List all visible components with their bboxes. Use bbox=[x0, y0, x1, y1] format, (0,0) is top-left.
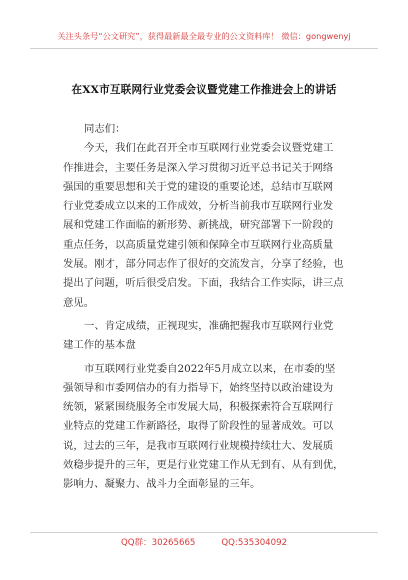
salutation: 同志们： bbox=[84, 123, 126, 135]
body-line: 统领，紧紧围绕服务全市发展大局，积极探索符合互联网行 bbox=[63, 401, 334, 414]
body-line: 效稳步提升的三年，更是行业党建工作从无到有、从有到优， bbox=[63, 459, 344, 472]
body-line: 今天，我们在此召开全市互联网行业党委会议暨党建工 bbox=[84, 142, 334, 155]
body-line: 影响力、凝聚力、战斗力全面彰显的三年。 bbox=[63, 478, 261, 491]
body-line: 市互联网行业党委自2022年5月成立以来，在市委的坚 bbox=[84, 362, 336, 375]
body-line: 强领导和市委网信办的有力指导下，始终坚持以政治建设为 bbox=[63, 381, 334, 394]
body-line: 提出了问题，听后很受启发。下面，我结合工作实际，讲三点 bbox=[63, 277, 344, 290]
body-line: 强国的重要思想和关于党的建设的重要论述，总结市互联网 bbox=[63, 180, 334, 193]
body-line: 发展。刚才，部分同志作了很好的交流发言，分享了经验，也 bbox=[63, 258, 344, 271]
promo-header: 关注头条号“公文研究”，获得最新最全最专业的公文资料库！ 微信：gongwenyj bbox=[57, 31, 351, 41]
header-divider bbox=[30, 48, 378, 49]
body-line: 行业党委成立以来的工作成效，分析当前我市互联网行业发 bbox=[63, 200, 334, 213]
document-title: 在XX市互联网行业党委会议暨党建工作推进会上的讲话 bbox=[71, 84, 337, 96]
body-line: 展和党建工作面临的新形势、新挑战，研究部署下一阶段的 bbox=[63, 219, 334, 232]
section-heading: 一、肯定成绩，正视现实，准确把握我市互联网行业党 bbox=[84, 319, 334, 332]
body-line: 重点任务，以高质量党建引领和保障全市互联网行业高质量 bbox=[63, 238, 334, 251]
section-heading: 建工作的基本盘 bbox=[63, 339, 136, 352]
document-body bbox=[63, 120, 351, 495]
footer-divider bbox=[30, 532, 378, 533]
body-line: 作推进会，主要任务是深入学习贯彻习近平总书记关于网络 bbox=[63, 161, 334, 174]
qq-group-label: QQ群：30265665 bbox=[120, 538, 196, 548]
body-line: 说，过去的三年，是我市互联网行业规模持续壮大、发展质 bbox=[63, 439, 334, 452]
contact-footer bbox=[0, 536, 408, 548]
qq-label: QQ:535304092 bbox=[221, 538, 288, 548]
body-line: 业特点的党建工作新路径，取得了阶段性的显著成效。可以 bbox=[63, 420, 334, 433]
body-line: 意见。 bbox=[63, 296, 95, 309]
